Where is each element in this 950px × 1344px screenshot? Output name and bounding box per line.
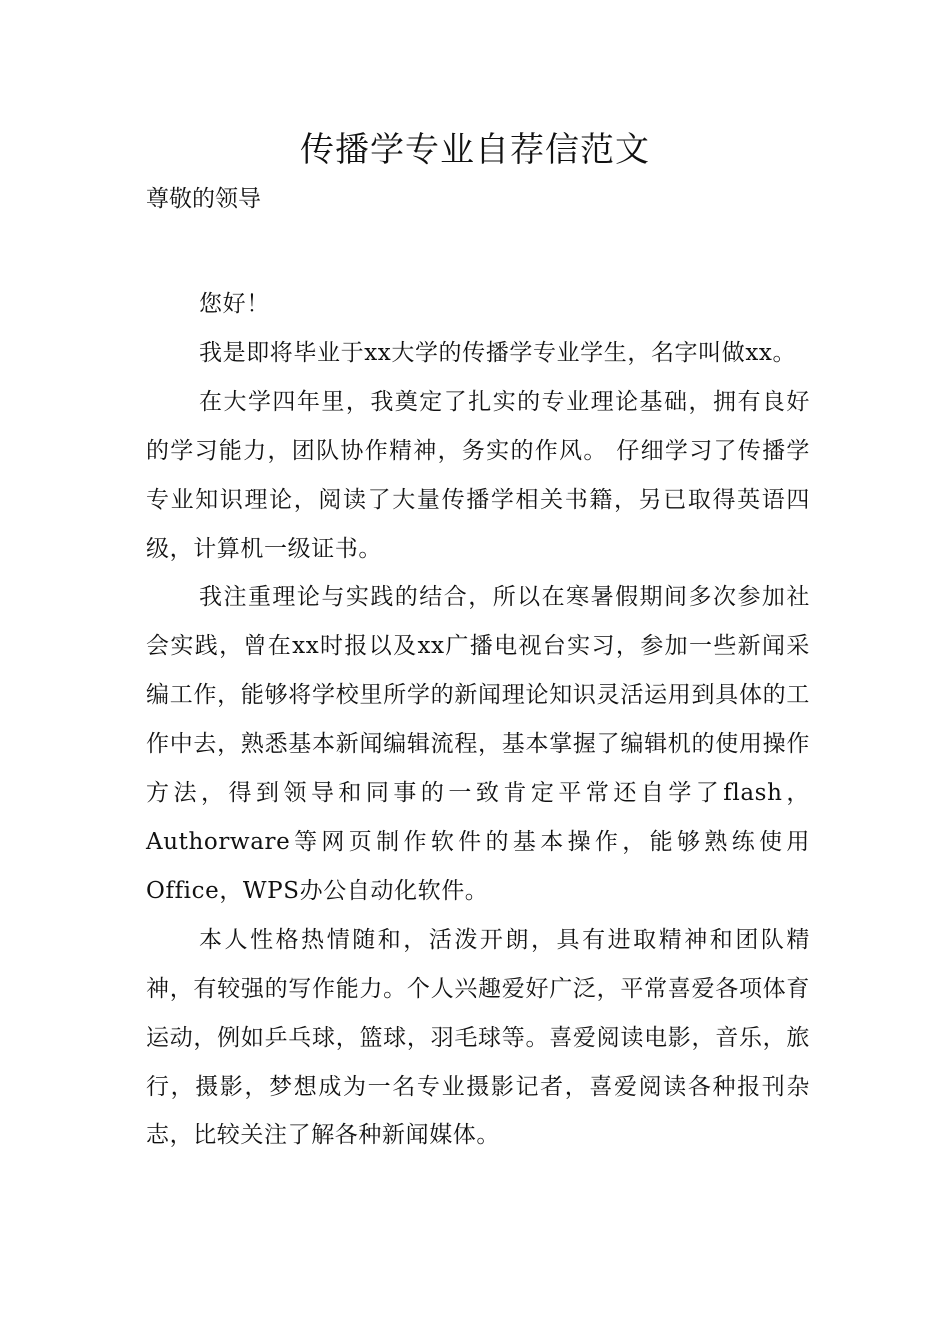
document-title: 传播学专业自荐信范文 (300, 130, 650, 170)
paragraph-practice: 我注重理论与实践的结合，所以在寒暑假期间多次参加社会实践，曾在xx时报以及xx广播电视台实习，参加一些新闻采编工作，能够将学校里所学的新闻理论知识灵活运用到具体的工作中去，熟悉基本新闻编辑流程，基本掌握了编辑机的使用操作方法，得到领导和同事的一致肯定平常还自学了flash，Authorware等网页制作软件的基本操作，能够熟练使用Office，WPS办公自动化软件。 (146, 584, 810, 904)
paragraph-education: 在大学四年里，我奠定了扎实的专业理论基础，拥有良好的学习能力，团队协作精神，务实的作风。 仔细学习了传播学专业知识理论，阅读了大量传播学相关书籍，另已取得英语四级，计算机一级证书。 (146, 388, 810, 562)
paragraph-personality: 本人性格热情随和，活泼开朗，具有进取精神和团队精神，有较强的写作能力。个人兴趣爱好广泛，平常喜爱各项体育运动，例如乒乓球，篮球，羽毛球等。喜爱阅读电影，音乐，旅行，摄影，梦想成为一名专业摄影记者，喜爱阅读各种报刊杂志，比较关注了解各种新闻媒体。 (146, 926, 810, 1149)
letter-body (146, 280, 810, 1160)
salutation: 尊敬的领导 (146, 186, 261, 212)
paragraph-introduction: 我是即将毕业于xx大学的传播学专业学生，名字叫做xx。 (199, 339, 797, 366)
paragraph-greeting: 您好！ (199, 291, 270, 317)
